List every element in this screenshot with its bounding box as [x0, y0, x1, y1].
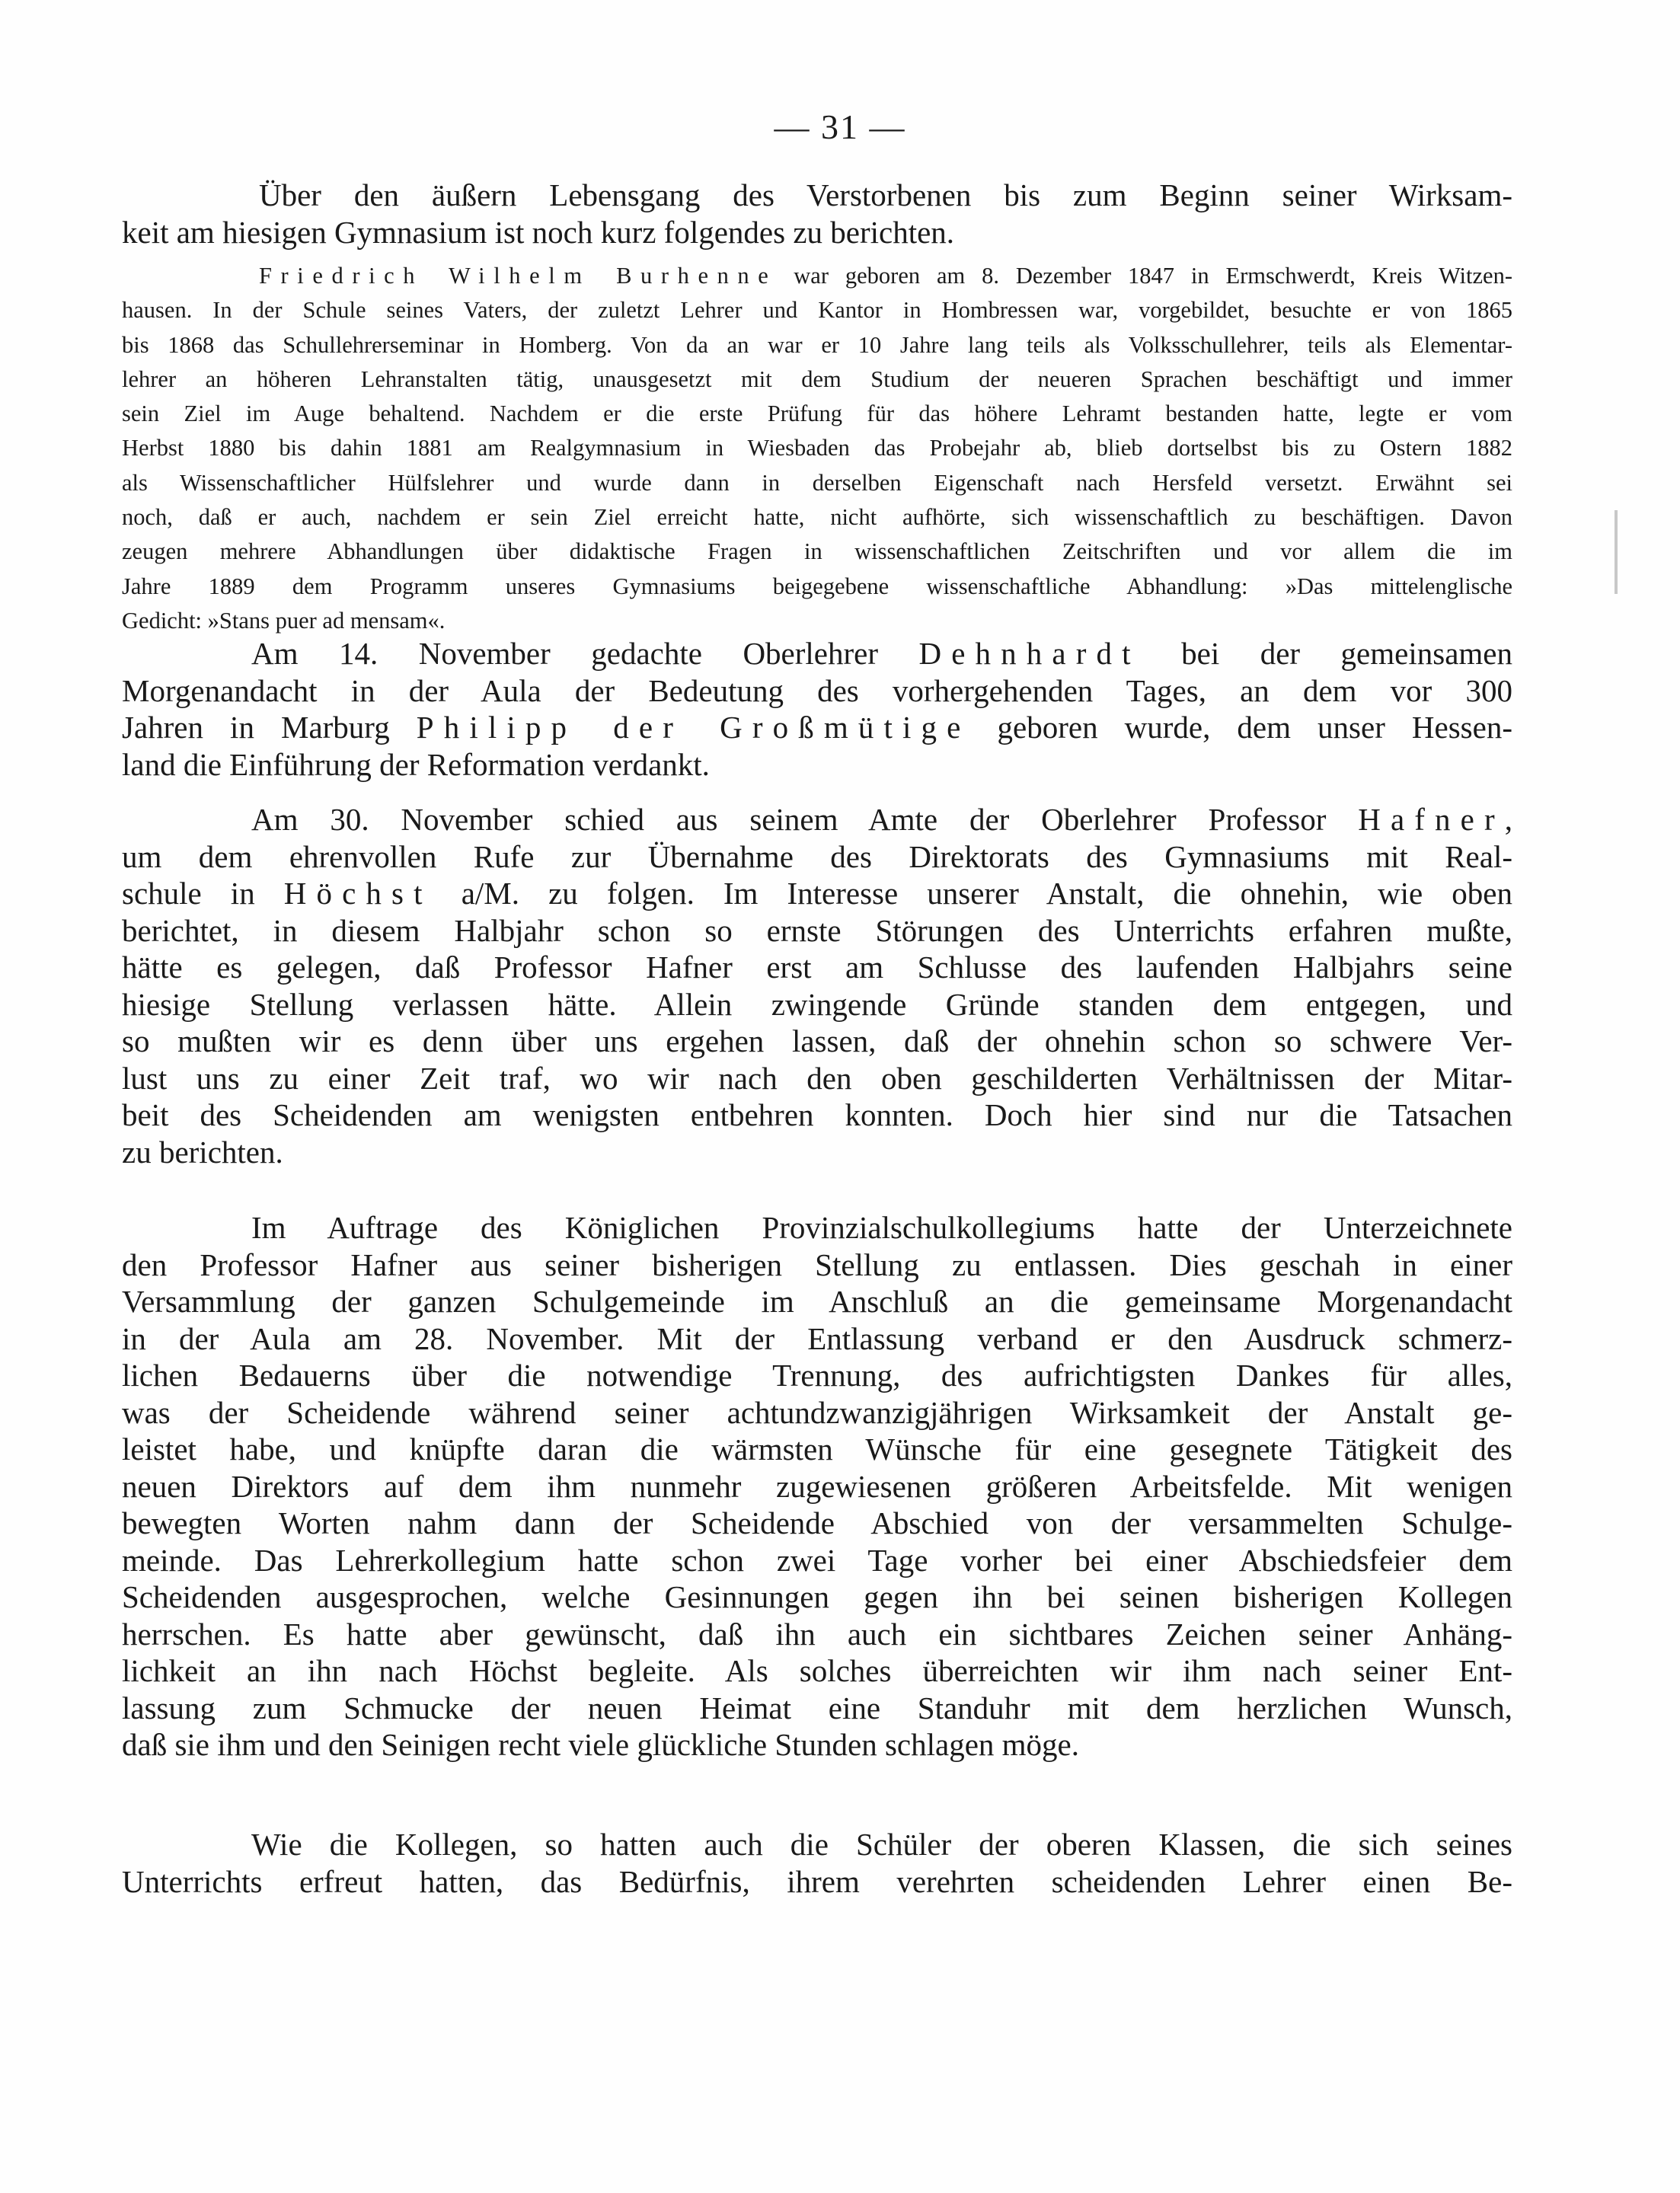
intro-paragraph — [122, 177, 1512, 251]
text-line: keit am hiesigen Gymnasium ist noch kurz folgendes zu berichten. — [122, 214, 955, 250]
text-line: Scheidenden ausgesprochen, welche Gesinnungen gegen ihn bei seinen bisherigen Kollegen — [122, 1579, 1512, 1614]
text-line: als Wissenschaftlicher Hülfslehrer und wurde dann in derselben Eigenschaft nach Hersfeld versetzt. Erwähnt sei — [122, 469, 1512, 496]
text-line: in der Aula am 28. November. Mit der Entlassung verband er den Ausdruck schmerz- — [122, 1320, 1512, 1356]
text-line: daß sie ihm und den Seinigen recht viele glückliche Stunden schlagen möge. — [122, 1727, 1080, 1762]
farewell-paragraph — [122, 1209, 1512, 1764]
text-line: hiesige Stellung verlassen hätte. Allein zwingende Gründe standen dem entgegen, und — [122, 986, 1512, 1022]
text-line: lassung zum Schmucke der neuen Heimat eine Standuhr mit dem herzlichen Wunsch, — [122, 1690, 1512, 1725]
biography-paragraph — [122, 259, 1512, 638]
person-name-burhenne: Friedrich Wilhelm Burhenne — [259, 263, 778, 289]
text-line: Friedrich Wilhelm Burhenne war geboren am 8. Dezember 1847 in Ermschwerdt, Kreis Witzen- — [259, 263, 1512, 289]
text-line: bis 1868 das Schullehrerseminar in Homberg. Von da an war er 10 Jahre lang teils als Volksschullehrer, teils als Elementar- — [122, 331, 1512, 358]
text-line: Jahren in Marburg Philipp der Großmütige geboren wurde, dem unser Hessen- — [122, 710, 1512, 745]
page-number: — 31 — — [774, 107, 906, 146]
text-line: meinde. Das Lehrerkollegium hatte schon zwei Tage vorher bei einer Abschiedsfeier dem — [122, 1542, 1512, 1578]
text-line: hausen. In der Schule seines Vaters, der zuletzt Lehrer und Kantor in Hombressen war, vorgebildet, besuchte er von 1865 — [122, 297, 1512, 324]
person-name-hafner: Hafner — [1358, 802, 1505, 837]
person-name-dehnhardt: Dehnhardt — [918, 636, 1141, 671]
hafner-paragraph — [122, 801, 1512, 1170]
person-name-philipp: Philipp der Großmütige — [416, 710, 971, 745]
students-paragraph — [122, 1826, 1512, 1900]
text-line: Unterrichts erfreut hatten, das Bedürfnis, ihrem verehrten scheidenden Lehrer einen Be- — [122, 1863, 1512, 1899]
text-line: Jahre 1889 dem Programm unseres Gymnasiums beigegebene wissenschaftliche Abhandlung: »Das mittelenglische — [122, 573, 1512, 599]
dehnhardt-paragraph — [122, 635, 1512, 783]
text-line: lust uns zu einer Zeit traf, wo wir nach den oben geschilderten Verhältnissen der Mitar- — [122, 1060, 1512, 1096]
text-line: beit des Scheidenden am wenigsten entbehren konnten. Doch hier sind nur die Tatsachen — [122, 1097, 1512, 1132]
text-line: herrschen. Es hatte aber gewünscht, daß ihn auch ein sichtbares Zeichen seiner Anhäng- — [122, 1616, 1512, 1652]
text-line: zu berichten. — [122, 1134, 283, 1170]
text-line: zeugen mehrere Abhandlungen über didaktische Fragen in wissenschaftlichen Zeitschriften und vor allem die im — [122, 538, 1512, 565]
text-line: Herbst 1880 bis dahin 1881 am Realgymnasium in Wiesbaden das Probejahr ab, blieb dortselbst bis zu Ostern 1882 — [122, 435, 1512, 461]
text-line: sein Ziel im Auge behaltend. Nachdem er die erste Prüfung für das höhere Lehramt bestanden hatte, legte er vom — [122, 401, 1512, 427]
text-line: den Professor Hafner aus seiner bisherigen Stellung zu entlassen. Dies geschah in einer — [122, 1247, 1512, 1282]
text-line: Versammlung der ganzen Schulgemeinde im Anschluß an die gemeinsame Morgenandacht — [122, 1284, 1512, 1319]
text-line: schule in Höchst a/M. zu folgen. Im Interesse unserer Anstalt, die ohnehin, wie oben — [122, 876, 1512, 911]
text-line: noch, daß er auch, nachdem er sein Ziel erreicht hatte, nicht aufhörte, sich wissenschaftlich zu beschäftigen. Davon — [122, 504, 1512, 531]
text-line: was der Scheidende während seiner achtundzwanzigjährigen Wirksamkeit der Anstalt ge- — [122, 1394, 1512, 1430]
text-line: um dem ehrenvollen Rufe zur Übernahme des Direktorats des Gymnasiums mit Real- — [122, 838, 1512, 874]
text-line: lehrer an höheren Lehranstalten tätig, unausgesetzt mit dem Studium der neueren Sprachen beschäftigt und immer — [122, 366, 1512, 392]
place-name-hoechst: Höchst — [283, 876, 433, 911]
binding-shadow — [1615, 510, 1618, 594]
text-line: land die Einführung der Reformation verdankt. — [122, 746, 710, 782]
text-line: so mußten wir es denn über uns ergehen lassen, daß der ohnehin schon so schwere Ver- — [122, 1023, 1512, 1058]
text-line: berichtet, in diesem Halbjahr schon so ernste Störungen des Unterrichts erfahren mußte, — [122, 912, 1512, 948]
text-line: hätte es gelegen, daß Professor Hafner erst am Schlusse des laufenden Halbjahrs seine — [122, 950, 1512, 985]
text-line: leistet habe, und knüpfte daran die wärmsten Wünsche für eine gesegnete Tätigkeit des — [122, 1432, 1512, 1467]
text-line: Gedicht: »Stans puer ad mensam«. — [122, 607, 446, 634]
text-line: neuen Direktors auf dem ihm nunmehr zugewiesenen größeren Arbeitsfelde. Mit wenigen — [122, 1468, 1512, 1504]
text-line: bewegten Worten nahm dann der Scheidende Abschied von der versammelten Schulge- — [122, 1505, 1512, 1540]
text-line: Am 30. November schied aus seinem Amte der Oberlehrer Professor Hafner, — [251, 802, 1512, 837]
text-line: Im Auftrage des Königlichen Provinzialschulkollegiums hatte der Unterzeichnete — [251, 1210, 1512, 1245]
text-line: Morgenandacht in der Aula der Bedeutung des vorhergehenden Tages, an dem vor 300 — [122, 672, 1512, 708]
text-line: lichkeit an ihn nach Höchst begleite. Als solches überreichten wir ihm nach seiner Ent- — [122, 1653, 1512, 1688]
text-line: Am 14. November gedachte Oberlehrer Dehnhardt bei der gemeinsamen — [251, 636, 1512, 671]
text-line: Über den äußern Lebensgang des Verstorbenen bis zum Beginn seiner Wirksam- — [259, 177, 1512, 212]
text-line: lichen Bedauerns über die notwendige Trennung, des aufrichtigsten Dankes für alles, — [122, 1358, 1512, 1393]
text-line: Wie die Kollegen, so hatten auch die Schüler der oberen Klassen, die sich seines — [251, 1827, 1512, 1862]
